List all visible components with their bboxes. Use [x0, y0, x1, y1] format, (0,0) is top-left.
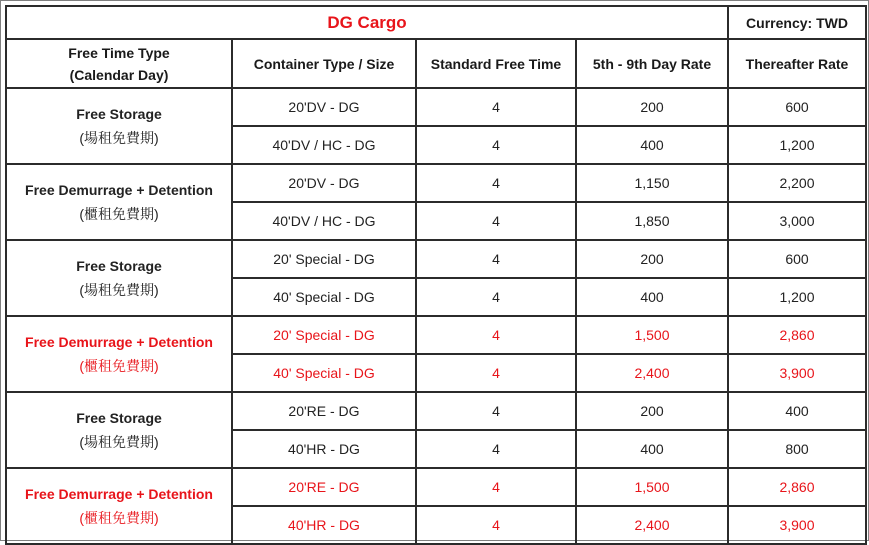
header-day-rate: 5th - 9th Day Rate [576, 39, 728, 88]
day-rate-cell: 2,400 [576, 354, 728, 392]
standard-free-time-cell: 4 [416, 126, 576, 164]
standard-free-time-cell: 4 [416, 88, 576, 126]
thereafter-rate-cell: 3,000 [728, 202, 866, 240]
free-time-type-cell [6, 164, 232, 240]
table-row [6, 468, 866, 506]
header-row [6, 39, 866, 88]
free-time-type-name: Free Demurrage + Detention [25, 182, 213, 198]
standard-free-time-cell: 4 [416, 316, 576, 354]
container-type-cell: 40'HR - DG [232, 430, 416, 468]
container-type-cell: 40'HR - DG [232, 506, 416, 544]
day-rate-cell: 1,150 [576, 164, 728, 202]
day-rate-cell: 200 [576, 240, 728, 278]
header-standard-free-time: Standard Free Time [416, 39, 576, 88]
thereafter-rate-cell: 600 [728, 240, 866, 278]
day-rate-cell: 400 [576, 278, 728, 316]
standard-free-time-cell: 4 [416, 468, 576, 506]
thereafter-rate-cell: 3,900 [728, 354, 866, 392]
standard-free-time-cell: 4 [416, 278, 576, 316]
container-type-cell: 20'RE - DG [232, 392, 416, 430]
header-thereafter-rate: Thereafter Rate [728, 39, 866, 88]
container-type-cell: 20'RE - DG [232, 468, 416, 506]
thereafter-rate-cell: 1,200 [728, 126, 866, 164]
day-rate-cell: 200 [576, 392, 728, 430]
container-type-cell: 20' Special - DG [232, 316, 416, 354]
standard-free-time-cell: 4 [416, 392, 576, 430]
title-row [6, 6, 866, 39]
free-time-type-chinese: (櫃租免費期) [79, 510, 159, 526]
thereafter-rate-cell: 2,860 [728, 468, 866, 506]
container-type-cell: 40'DV / HC - DG [232, 126, 416, 164]
container-type-cell: 40' Special - DG [232, 278, 416, 316]
day-rate-cell: 1,500 [576, 316, 728, 354]
header-free-time-type-label: Free Time Type [68, 44, 170, 61]
free-time-type-cell [6, 88, 232, 164]
free-time-type-name: Free Storage [76, 258, 162, 274]
rate-table [5, 5, 867, 545]
table-row [6, 88, 866, 126]
thereafter-rate-cell: 800 [728, 430, 866, 468]
free-time-type-chinese: (櫃租免費期) [79, 358, 159, 374]
thereafter-rate-cell: 2,860 [728, 316, 866, 354]
free-time-type-chinese: (場租免費期) [79, 282, 159, 298]
free-time-type-name: Free Demurrage + Detention [25, 334, 213, 350]
standard-free-time-cell: 4 [416, 354, 576, 392]
free-time-type-chinese: (場租免費期) [79, 130, 159, 146]
table-row [6, 392, 866, 430]
header-free-time-type [6, 39, 232, 88]
table-title: DG Cargo [6, 6, 728, 39]
thereafter-rate-cell: 600 [728, 88, 866, 126]
rate-table-body [6, 6, 866, 544]
container-type-cell: 20'DV - DG [232, 88, 416, 126]
free-time-type-cell [6, 316, 232, 392]
table-row [6, 164, 866, 202]
container-type-cell: 20' Special - DG [232, 240, 416, 278]
standard-free-time-cell: 4 [416, 430, 576, 468]
free-time-type-cell [6, 392, 232, 468]
table-row [6, 240, 866, 278]
standard-free-time-cell: 4 [416, 240, 576, 278]
container-type-cell: 40'DV / HC - DG [232, 202, 416, 240]
thereafter-rate-cell: 2,200 [728, 164, 866, 202]
free-time-type-cell [6, 468, 232, 544]
free-time-type-chinese: (櫃租免費期) [79, 206, 159, 222]
standard-free-time-cell: 4 [416, 202, 576, 240]
day-rate-cell: 400 [576, 126, 728, 164]
day-rate-cell: 400 [576, 430, 728, 468]
day-rate-cell: 200 [576, 88, 728, 126]
day-rate-cell: 1,850 [576, 202, 728, 240]
thereafter-rate-cell: 3,900 [728, 506, 866, 544]
free-time-type-name: Free Storage [76, 410, 162, 426]
free-time-type-chinese: (場租免費期) [79, 434, 159, 450]
standard-free-time-cell: 4 [416, 506, 576, 544]
thereafter-rate-cell: 1,200 [728, 278, 866, 316]
table-row [6, 316, 866, 354]
free-time-type-name: Free Storage [76, 106, 162, 122]
container-type-cell: 20'DV - DG [232, 164, 416, 202]
free-time-type-cell [6, 240, 232, 316]
standard-free-time-cell: 4 [416, 164, 576, 202]
thereafter-rate-cell: 400 [728, 392, 866, 430]
container-type-cell: 40' Special - DG [232, 354, 416, 392]
header-container-type: Container Type / Size [232, 39, 416, 88]
day-rate-cell: 1,500 [576, 468, 728, 506]
header-free-time-type-sub: (Calendar Day) [69, 66, 169, 83]
day-rate-cell: 2,400 [576, 506, 728, 544]
free-time-type-name: Free Demurrage + Detention [25, 486, 213, 502]
currency-label: Currency: TWD [728, 6, 866, 39]
